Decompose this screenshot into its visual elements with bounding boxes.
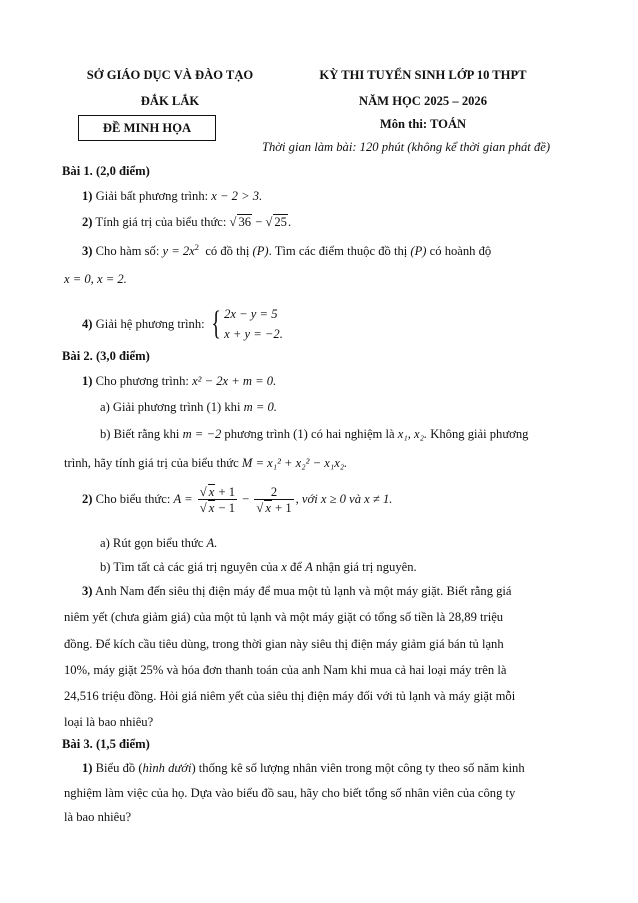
q-text: Cho hàm số: [95, 244, 160, 259]
bai3-q1: 1) Biểu đồ (hình dưới) thống kê số lượng nhân viên trong một công ty theo số năm kinh [82, 761, 525, 775]
bai3-q1-line3: là bao nhiêu? [64, 810, 132, 824]
bai2-q3-line-1: niêm yết (chưa giảm giá) của một tủ lạnh và một máy giặt có tổng số tiền là 28,89 triệu [64, 610, 504, 624]
bai2-q3-line-2: đồng. Để kích cầu tiêu dùng, trong thời gian này siêu thị điện máy giảm giá bán tủ lạnh [64, 637, 504, 651]
bai2-q2: 2) Cho biểu thức: A = $\frac{√ x + 1}{√ x - 1}$ − $\frac{2}{√ x + 1}$ , với x ≥ 0 và x ≠ 1. [82, 484, 393, 516]
q-text: Giải hệ phương trình: [95, 316, 205, 331]
equation: x² − 2x + m = 0. [192, 374, 277, 388]
bai3-title: Bài 3. (1,5 điểm) [62, 737, 150, 751]
bai1-title: Bài 1. (2,0 điểm) [62, 164, 150, 178]
province-name: ĐẮK LẮK [140, 94, 200, 108]
q-text: a) Rút gọn biểu thức [100, 536, 204, 550]
equation: x + y = −2 [224, 327, 280, 342]
q-text: . Tìm các điểm thuộc đồ thị [268, 244, 408, 259]
q-text: b) Tìm tất cả các giá trị nguyên của [100, 560, 279, 574]
time-limit: Thời gian làm bài: 120 phút (không kể thời gian phát đề) [262, 140, 551, 154]
bai1-q2: 2) Tính giá trị của biểu thức: √ 36 − √ 25. [82, 215, 292, 229]
bai1-q3: 3) Cho hàm số: $y = 2x^2$ có đồ thị (P). Tìm các điểm thuộc đồ thị (P) có hoành độ [82, 242, 492, 259]
fraction-2: $\frac{2}{√ x + 1}$ [256, 484, 292, 515]
q-number: 1) [82, 761, 93, 775]
subject: Môn thi: TOÁN [379, 117, 467, 131]
q-math: m = 0. [243, 400, 277, 414]
q-number: 2) [82, 215, 93, 229]
q-math: x − 2 > 3. [211, 189, 263, 203]
q-number: 3) [82, 584, 93, 598]
q-text: Không giải phương [430, 427, 529, 441]
equation: 2x − y = 5 [224, 307, 278, 321]
bai1-q1 [82, 189, 262, 203]
q-text: Giải bất phương trình: [95, 189, 209, 203]
q-number: 1) [82, 189, 93, 203]
equation-system: 2x − y = 5 x + y = −2. [224, 307, 283, 342]
exam-title: KỲ THI TUYỂN SINH LỚP 10 THPT [319, 68, 527, 82]
q-number: 4) [82, 316, 93, 331]
graph-label: (P) [410, 244, 427, 259]
sample-exam-box: ĐỀ MINH HỌA [78, 115, 216, 141]
system-brace: { [211, 305, 221, 343]
bai2-q1a [100, 400, 277, 414]
italic-ref: hình dưới [142, 761, 192, 775]
bai2-q3-line-4: 24,516 triệu đồng. Hỏi giá niêm yết của siêu thị điện máy đối với tủ lạnh và máy giặt mỗi [64, 689, 516, 703]
bai2-q1b [100, 427, 528, 441]
q-number: 3) [82, 244, 93, 259]
q-math: m = −2 [182, 427, 222, 441]
q-text: Cho phương trình: [95, 374, 189, 388]
graph-label: (P) [252, 244, 269, 259]
q-text: Tính giá trị của biểu thức: [95, 215, 227, 229]
bai2-q1b-line2 [64, 456, 347, 470]
bai2-q3-line-3: 10%, máy giặt 25% và hóa đơn thanh toán của anh Nam khi mua cả hai loại máy trên là [64, 663, 507, 677]
roots: x₁, x₂. [397, 427, 428, 441]
q-number: 1) [82, 374, 93, 388]
bai3-q1-line2: nghiệm làm việc của họ. Dựa vào biểu đồ sau, hãy cho biết tổng số nhân viên của công ty [64, 786, 516, 800]
q-text: phương trình (1) có hai nghiệm là [224, 427, 395, 441]
bai1-q4 [82, 304, 283, 344]
bai2-q3-line-5: loại là bao nhiêu? [64, 715, 154, 729]
fraction-1: $\frac{√ x + 1}{√ x - 1}$ [199, 485, 235, 516]
bai2-q1 [82, 374, 276, 388]
expr-A: A = [173, 491, 193, 506]
q-math: A. [206, 536, 218, 550]
q-text: trình, hãy tính giá trị của biểu thức [64, 456, 239, 470]
sqrt-a: 36 [238, 215, 252, 229]
q-number: 2) [82, 491, 93, 506]
bai2-q2b: b) Tìm tất cả các giá trị nguyên của x để A nhận giá trị nguyên. [100, 560, 417, 574]
q-text: b) Biết rằng khi [100, 427, 180, 441]
department-name: SỞ GIÁO DỤC VÀ ĐÀO TẠO [86, 68, 254, 82]
bai2-q3-line-0: 3) Anh Nam đến siêu thị điện máy để mua một tủ lạnh và một máy giặt. Biết rằng giá [82, 584, 512, 598]
q-text: có đồ thị [205, 244, 250, 259]
bai2-q2a [100, 536, 217, 550]
school-year: NĂM HỌC 2025 – 2026 [358, 94, 488, 108]
expression: M = x₁² + x₂² − x₁x₂. [241, 456, 348, 470]
q-text: a) Giải phương trình (1) khi [100, 400, 241, 414]
condition: , với x ≥ 0 và x ≠ 1. [295, 491, 393, 506]
bai1-q3-line2: x = 0, x = 2. [64, 272, 127, 286]
sqrt-b: 25 [274, 215, 287, 229]
q-text: có hoành độ [429, 244, 492, 259]
q-text: Cho biểu thức: [95, 491, 171, 506]
bai2-title: Bài 2. (3,0 điểm) [62, 349, 150, 363]
function: y = 2x [162, 244, 195, 259]
